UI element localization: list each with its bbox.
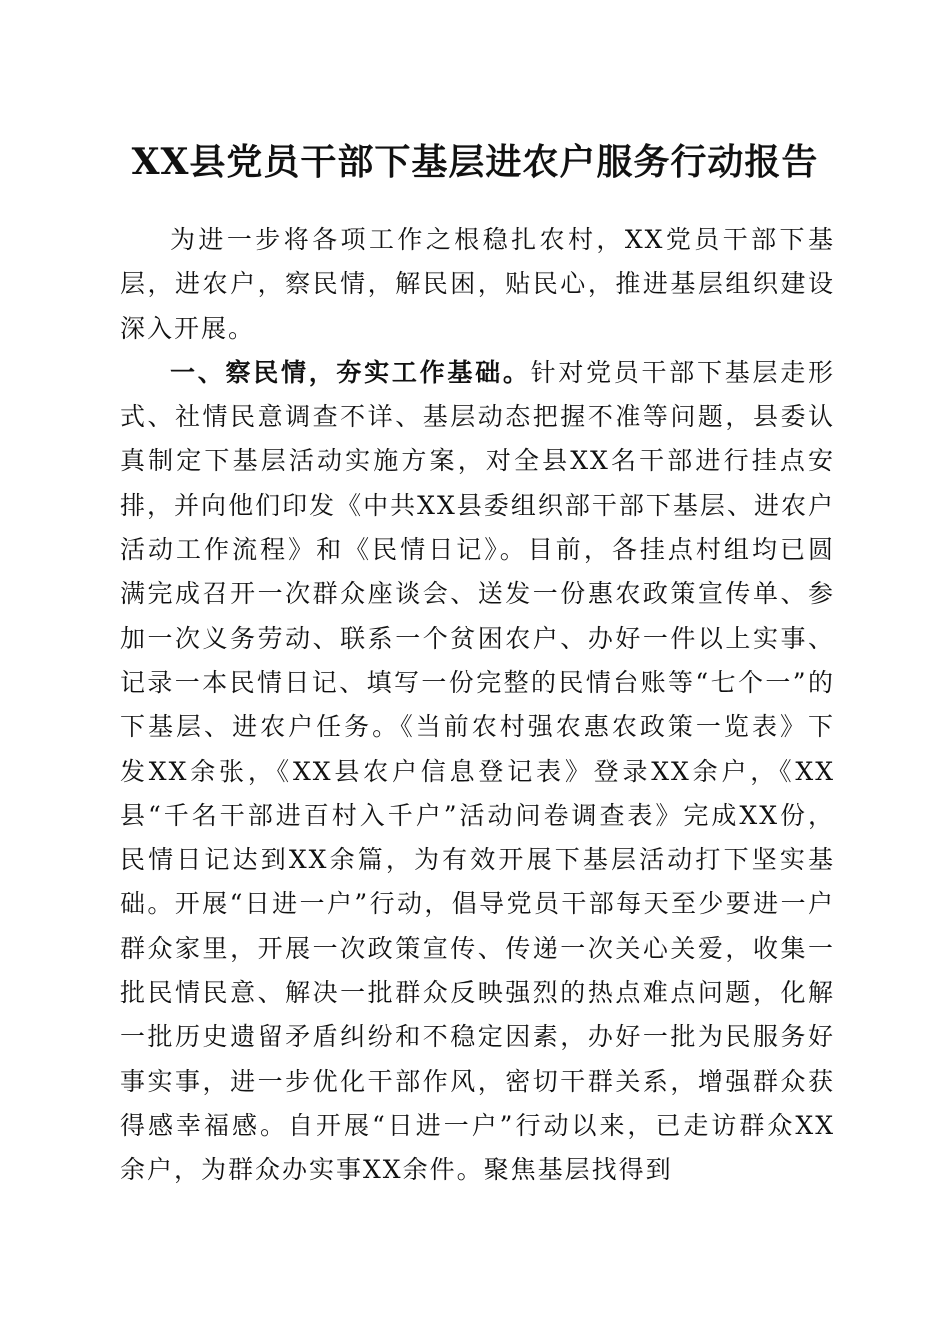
intro-paragraph: 为进一步将各项工作之根稳扎农村，XX党员干部下基层，进农户，察民情，解民困，贴民心，推进基层组织建设深入开展。 (120, 225, 835, 343)
section-1-body: 针对党员干部下基层走形式、社情民意调查不详、基层动态把握不准等问题，县委认真制定下基层活动实施方案，对全县XX名干部进行挂点安排，并向他们印发《中共XX县委组织部干部下基层、进农户活动工作流程》和《民情日记》。目前，各挂点村组均已圆满完成召开一次群众座谈会、送发一份惠农政策宣传单、参加一次义务劳动、联系一个贫困农户、办好一件以上实事、记录一本民情日记、填写一份完整的民情台账等“七个一”的下基层、进农户任务。《当前农村强农惠农政策一览表》下发XX余张，《XX县农户信息登记表》登录XX余户，《XX县“千名干部进百村入千户”活动问卷调查表》完成XX份，民情日记达到XX余篇，为有效开展下基层活动打下坚实基础。开展“日进一户”行动，倡导党员干部每天至少要进一户群众家里，开展一次政策宣传、传递一次关心关爱，收集一批民情民意、解决一批群众反映强烈的热点难点问题，化解一批历史遗留矛盾纠纷和不稳定因素，办好一批为民服务好事实事，进一步优化干部作风，密切干群关系，增强群众获得感幸福感。自开展“日进一户”行动以来，已走访群众XX余户，为群众办实事XX余件。聚焦基层找得到 (120, 357, 835, 1185)
document-body (120, 218, 835, 1193)
document-title: XX县党员干部下基层进农户服务行动报告 (131, 141, 819, 183)
section-1-heading: 一、察民情，夯实工作基础。 (170, 357, 531, 387)
section-1-paragraph (120, 351, 835, 1193)
